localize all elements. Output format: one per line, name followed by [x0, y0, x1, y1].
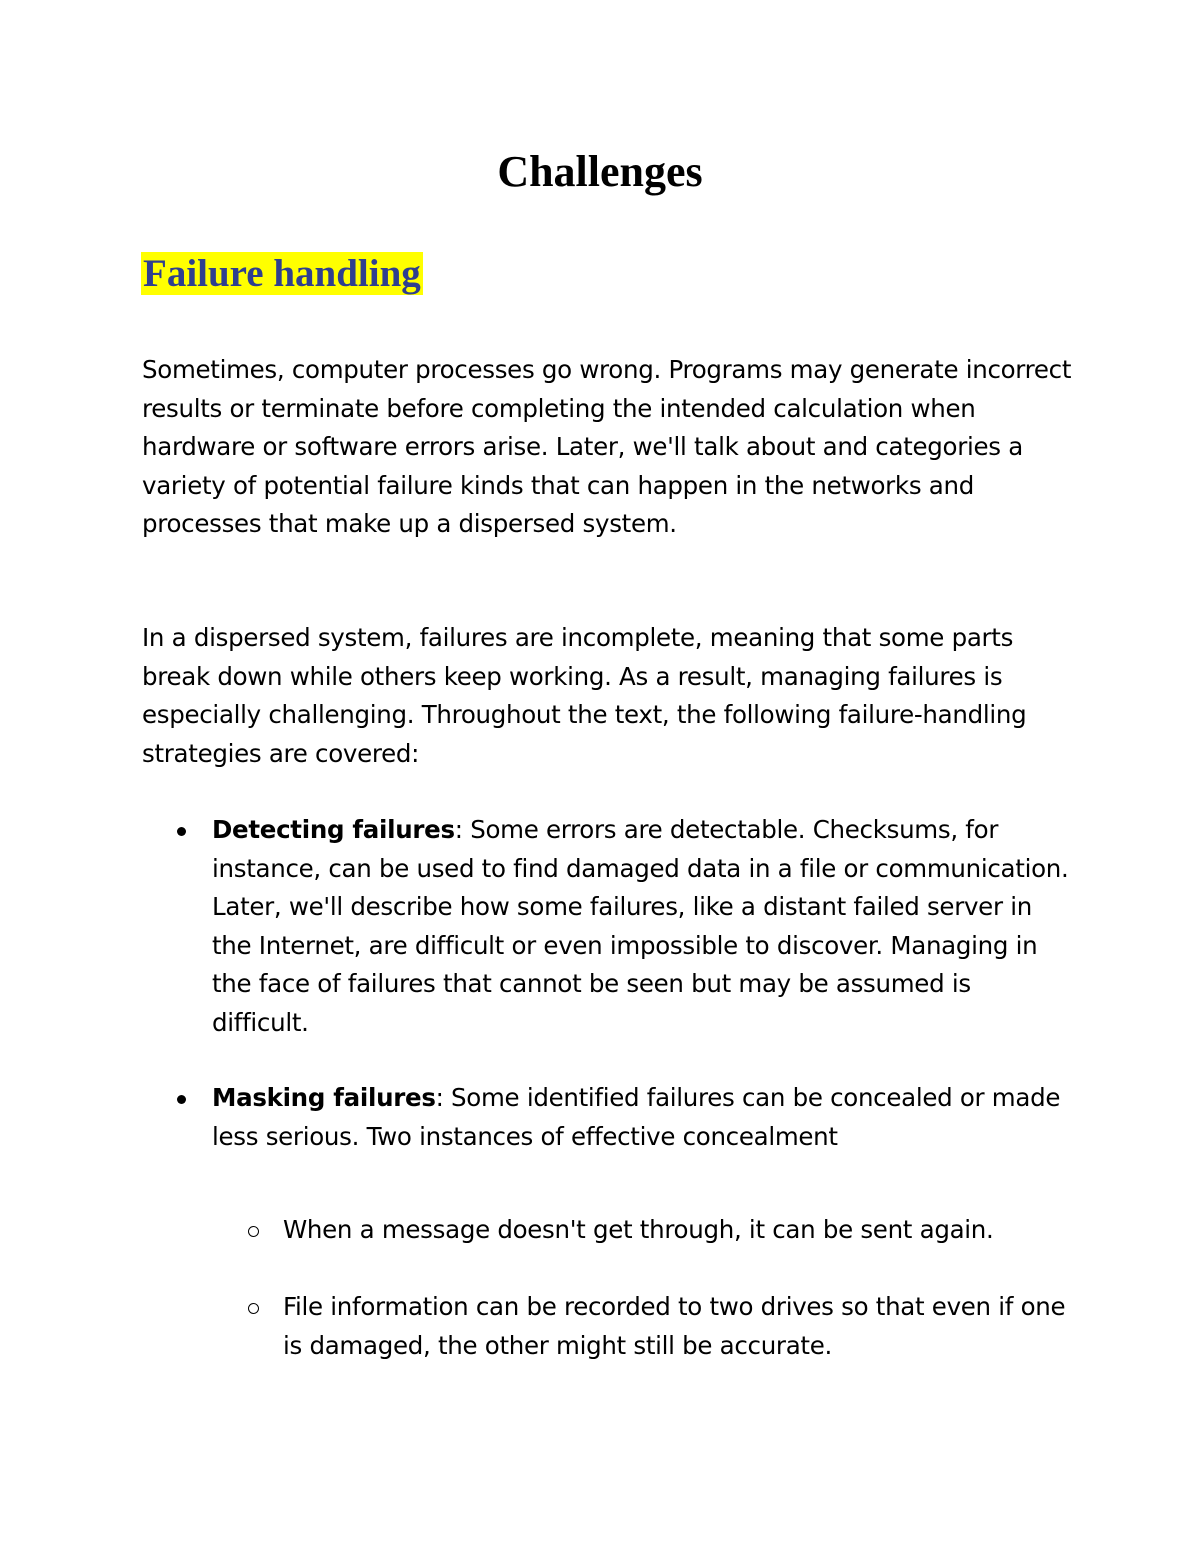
- bullet-text: : Some identified failures can be concealed or made less serious. Two instances of effective concealment: [212, 1083, 1061, 1151]
- bullet-icon: [177, 1095, 186, 1104]
- sub-list-item: [283, 1288, 1083, 1365]
- section-heading: [141, 247, 423, 301]
- sub-bullet-text: File information can be recorded to two drives so that even if one is damaged, the other might still be accurate.: [283, 1292, 1066, 1360]
- page-title: Challenges: [497, 147, 703, 196]
- highlighted-heading-text: Failure handling: [143, 252, 421, 295]
- hollow-circle-bullet-icon: [248, 1226, 259, 1237]
- bullet-icon: [177, 827, 186, 836]
- bullet-term: Detecting failures: [212, 815, 455, 844]
- sub-bullet-text: When a message doesn't get through, it can be sent again.: [283, 1215, 994, 1244]
- paragraph-dispersed-failures: In a dispersed system, failures are incomplete, meaning that some parts break down while others keep working. As a result, managing failures is especially challenging. Throughout the text, the following failure-handling strategies are covered:: [142, 623, 1027, 768]
- paragraph-intro: Sometimes, computer processes go wrong. Programs may generate incorrect results or terminate before completing the intended calculation when hardware or software errors arise. Later, we'll talk about and categories a variety of potential failure kinds that can happen in the networks and processes that make up a dispersed system.: [142, 355, 1072, 538]
- list-item: [212, 811, 1072, 1042]
- bullet-text: : Some errors are detectable. Checksums, for instance, can be used to find damaged data in a file or communication. Later, we'll describe how some failures, like a distant failed server in the Internet, are difficult or even impossible to discover. Managing in the face of failures that cannot be seen but may be assumed is difficult.: [212, 815, 1069, 1037]
- list-item: [212, 1079, 1072, 1156]
- hollow-circle-bullet-icon: [248, 1303, 259, 1314]
- sub-list-item: [283, 1211, 1083, 1250]
- bullet-term: Masking failures: [212, 1083, 436, 1112]
